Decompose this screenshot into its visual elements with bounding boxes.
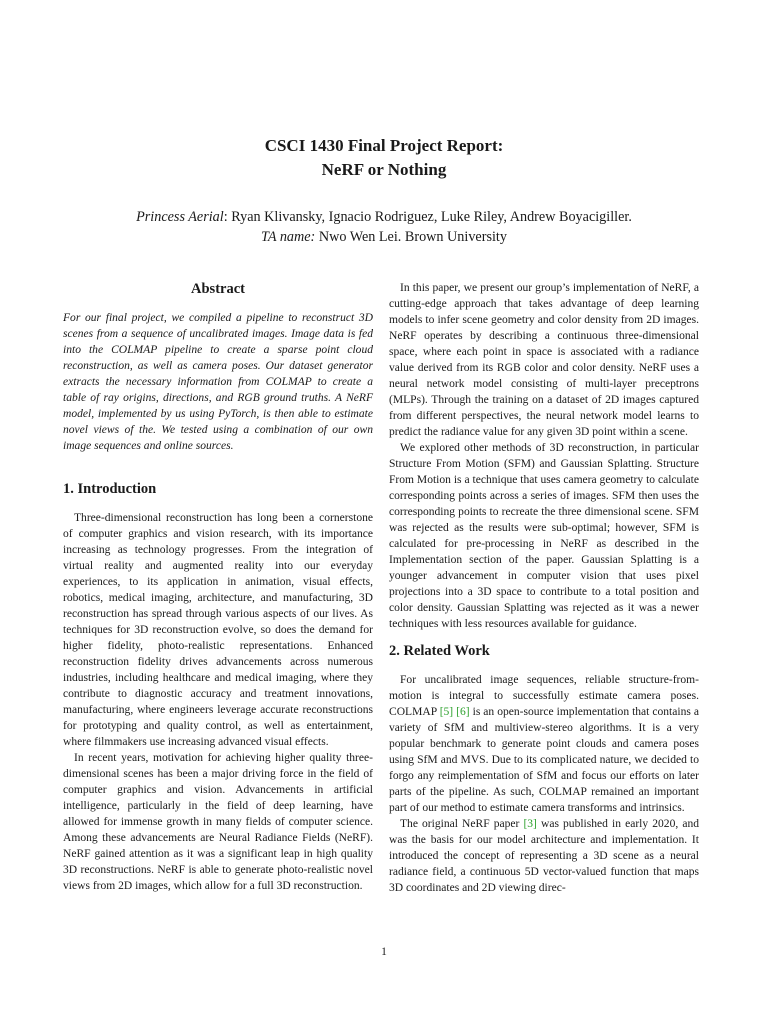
- intro-paragraph-4: We explored other methods of 3D reconstruction, in particular Structure From Motion (SFM) and Gaussian Splatting. Structure From Motion is a technique that uses camera geometry to calculate corresponding points across a series of images. SFM then uses the corresponding points to recreate the three dimensional scene. SFM was rejected as the results were sub-optimal; however, SFM is calculated for pre-processing in NeRF as described in the Implementation section of the paper. Gaussian Splatting is a younger advancement in computer vision that uses pixel projections into a 3D space to contribute to a total position and color density. Gaussian Splatting was rejected as it was a newer techniques with less resources available for guidance.: [389, 442, 699, 630]
- right-column: [389, 280, 699, 896]
- team-members: : Ryan Klivansky, Ignacio Rodriguez, Luke Riley, Andrew Boyacigiller.: [223, 209, 632, 225]
- abstract-text: For our final project, we compiled a pipeline to reconstruct 3D scenes from a sequence of uncalibrated images. Image data is fed into the COLMAP pipeline to create a sparse point cloud reconstruction, as well as camera poses. Our dataset generator extracts the necessary information from COLMAP to create a table of ray origins, directions, and RGB ground truths. A NeRF model, implemented by us using PyTorch, is then able to estimate novel views of the. We tested using a combination of our own image sequences and online sources.: [63, 312, 373, 452]
- left-column: [63, 280, 373, 894]
- paper-title: [0, 134, 768, 182]
- intro-heading: 1. Introduction: [63, 481, 157, 497]
- abstract-heading: Abstract: [191, 281, 245, 297]
- related-work-heading: 2. Related Work: [389, 643, 490, 659]
- related-p1-text-b: is an open-source implementation that contains a variety of SfM and multiview-stereo algorithms. It is a very popular benchmark to generate point clouds and camera poses using SfM and MVS. Due to its complicated nature, we decided to forgo any reimplementation of SfM and focus our efforts on later parts of the pipeline. As such, COLMAP remained an important part of our method to estimate camera transforms and intrinsics.: [389, 706, 699, 814]
- team-name: Princess Aerial: [136, 209, 224, 225]
- related-p2-text-b: was published in early 2020, and was the basis for our model architecture and implementation. It introduced the concept of representing a 3D scene as a neural radiance field, a continuous 5D vector-valued function that maps 3D coordinates and 2D viewing direc-: [389, 818, 699, 894]
- author-line: [0, 207, 768, 227]
- intro-paragraph-1: Three-dimensional reconstruction has long been a cornerstone of computer graphics and vision research, with its importance increasing as technology progresses. From the integration of virtual reality and augmented reality into our everyday experiences, to its application in animation, visual effects, robotics, medical imaging, architecture, and manufacturing, 3D reconstruction has spread through various aspects of our lives. As techniques for 3D reconstruction evolve, so does the demand for higher fidelity, photo-realistic representations. Enhanced reconstruction fidelity drives advancements across numerous industries, including healthcare and medical imaging, where they contribute to diagnostic accuracy and treatment innovations, manufacturing, where engineers leverage accurate reconstructions for prototyping and quality control, as well as entertainment, where filmmakers use increasing advanced visual effects.: [63, 512, 373, 748]
- related-paragraph-2: [389, 816, 699, 896]
- related-p1-text-a: For uncalibrated image sequences, reliable structure-from-motion is integral to successfully estimate camera poses. COLMAP: [389, 674, 699, 718]
- intro-paragraph-3: In this paper, we present our group’s implementation of NeRF, a cutting-edge approach that takes advantage of deep learning models to infer scene geometry and color density from 2D images. NeRF operates by describing a continuous three-dimensional space, where each point in space is associated with a radiance value derived from its RGB color and color density. NeRF uses a neural network model consisting of multi-layer preceptrons (MLPs). Through the training on a dataset of 2D images captured from different perspectives, the neural network model learns to predict the radiance value for any given 3D point within a scene.: [389, 282, 699, 438]
- citation-link-6[interactable]: [6]: [456, 706, 470, 718]
- author-block: [0, 207, 768, 247]
- ta-value: Nwo Wen Lei. Brown University: [315, 229, 507, 245]
- related-paragraph-1: [389, 672, 699, 816]
- ta-label: TA name:: [261, 229, 316, 245]
- citation-link-3[interactable]: [3]: [523, 818, 537, 830]
- related-p2-text-a: The original NeRF paper: [400, 818, 524, 830]
- page-number: 1: [381, 946, 387, 958]
- title-line-1: CSCI 1430 Final Project Report:: [264, 136, 504, 155]
- intro-paragraph-2: In recent years, motivation for achieving higher quality three-dimensional scenes has been a major driving force in the field of computer graphics and vision. Advancements in artificial intelligence, particularly in the field of deep learning, have allowed for immense growth in many fields of computer science. Among these advancements are Neural Radiance Fields (NeRF). NeRF gained attention as it was a significant leap in high quality 3D reconstructions. NeRF is able to generate photo-realistic novel views from 2D images, which allow for a full 3D reconstruction.: [63, 752, 373, 892]
- title-line-2: NeRF or Nothing: [321, 160, 447, 179]
- citation-link-5[interactable]: [5]: [439, 706, 454, 718]
- ta-line: [0, 227, 768, 247]
